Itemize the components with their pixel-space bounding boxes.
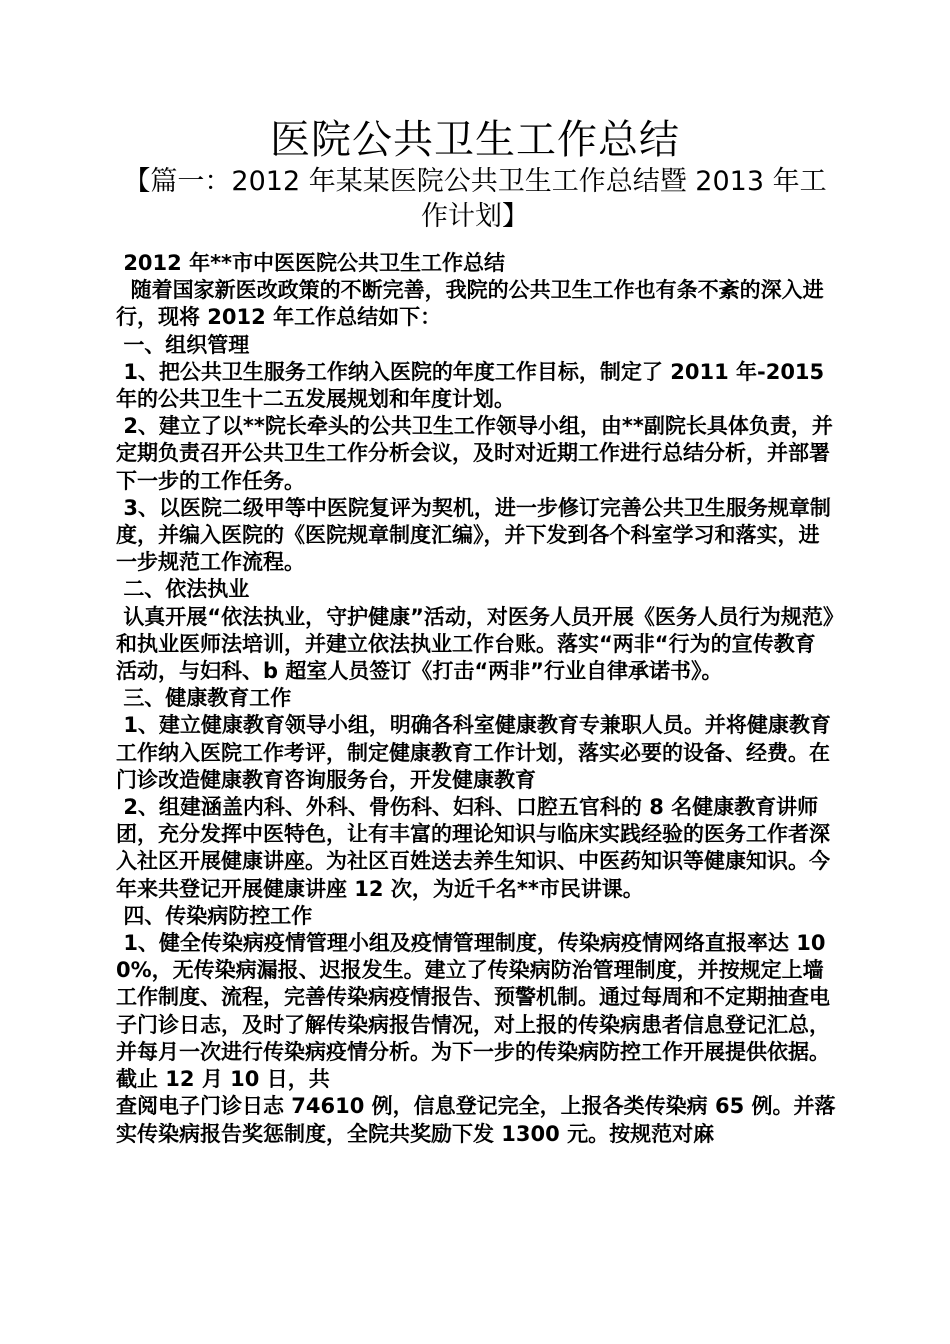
paragraph-disease-1: 1、健全传染病疫情管理小组及疫情管理制度，传染病疫情网络直报率达 100%，无传染病漏报、迟报发生。建立了传染病防治管理制度，并按规定上墙工作制度、流程，完善传染病疫情报告、预警机制。通过每周和不定期抽查电子门诊日志，及时了解传染病报告情况，对上报的传染病患者信息登记汇总，并每月一次进行传染病疫情分析。为下一步的传染病防控工作开展提供依据。截止 12 月 10 日，共 [116,931,830,1092]
paragraph-org-1: 1、把公共卫生服务工作纳入医院的年度工作目标，制定了 2011 年-2015 年的公共卫生十二五发展规划和年度计划。 [116,359,832,412]
paragraph-org-3: 3、以医院二级甲等中医院复评为契机，进一步修订完善公共卫生服务规章制度，并编入医院的《医院规章制度汇编》，并下发到各个科室学习和落实，进一步规范工作流程。 [116,495,831,575]
paragraph-legal-1: 认真开展“依法执业，守护健康”活动，对医务人员开展《医务人员行为规范》和执业医师法培训，并建立依法执业工作台账。落实“两非“行为的宣传教育活动，与妇科、b 超室人员签订《打击“两非”行业自律承诺书》。 [116,604,834,684]
section-heading-legal-practice: 二、依法执业 [116,577,250,602]
document-title: 医院公共卫生工作总结 [270,117,680,163]
intro-paragraph: 随着国家新医改政策的不断完善，我院的公共卫生工作也有条不紊的深入进行，现将 2012 年工作总结如下： [116,278,824,330]
document-body [116,250,836,1148]
paragraph-org-2: 2、建立了以**院长牵头的公共卫生工作领导小组，由**副院长具体负责，并定期负责召开公共卫生工作分析会议，及时对近期工作进行总结分析，并部署下一步的工作任务。 [116,414,833,493]
document-subtitle: 【篇一：2012 年某某医院公共卫生工作总结暨 2013 年工作计划】 [123,166,827,232]
section-heading-organization: 一、组织管理 [116,332,250,357]
title-block [110,116,840,234]
section-heading-health-education: 三、健康教育工作 [116,686,292,711]
paragraph-edu-1: 1、建立健康教育领导小组，明确各科室健康教育专兼职人员。并将健康教育工作纳入医院工作考评，制定健康教育工作计划，落实必要的设备、经费。在门诊改造健康教育咨询服务台，开发健康教育 [116,713,831,792]
section-heading-infectious-disease: 四、传染病防控工作 [116,903,313,928]
section-title: 2012 年**市中医医院公共卫生工作总结 [116,251,506,275]
paragraph-disease-2: 查阅电子门诊日志 74610 例，信息登记完全，上报各类传染病 65 例。并落实传染病报告奖惩制度，全院共奖励下发 1300 元。按规范对麻 [116,1094,836,1146]
paragraph-edu-2: 2、组建涵盖内科、外科、骨伤科、妇科、口腔五官科的 8 名健康教育讲师团，充分发挥中医特色，让有丰富的理论知识与临床实践经验的医务工作者深入社区开展健康讲座。为社区百姓送去养生知识、中医药知识等健康知识。今年来共登记开展健康讲座 12 次，为近千名**市民讲课。 [116,795,830,901]
